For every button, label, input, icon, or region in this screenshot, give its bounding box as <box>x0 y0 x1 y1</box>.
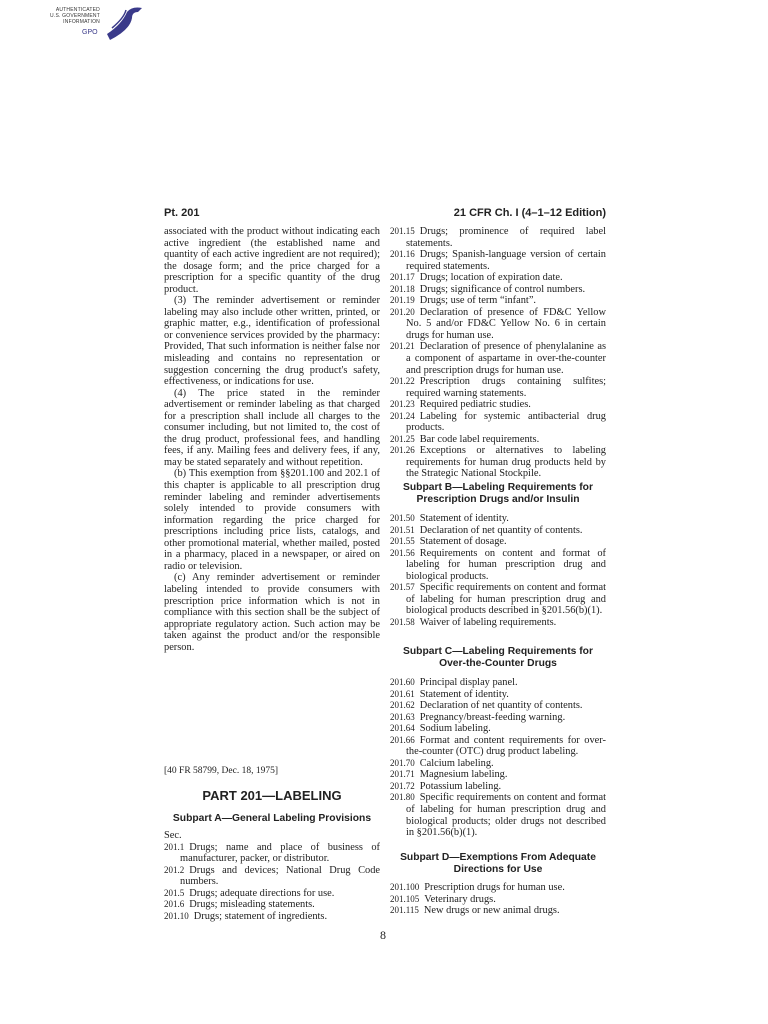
section-title: New drugs or new animal drugs. <box>423 905 560 917</box>
section-title: Drugs; Spanish-language version of certain required statements. <box>406 249 606 272</box>
section-title: Drugs; prominence of required label statements. <box>406 226 606 249</box>
logo-line: U.S. GOVERNMENT <box>50 13 100 19</box>
toc-entry <box>164 842 380 865</box>
toc-entry <box>390 295 606 307</box>
section-title: Magnesium labeling. <box>419 769 508 781</box>
section-number: 201.25 <box>390 433 415 444</box>
section-number: 201.50 <box>390 513 415 523</box>
subpart-a-toc <box>164 830 380 922</box>
section-title: Format and content requirements for over-the-counter (OTC) drug product labeling. <box>406 734 606 758</box>
section-number: 201.10 <box>164 910 189 921</box>
section-number: 201.19 <box>390 295 415 306</box>
toc-entry <box>164 899 380 911</box>
paragraph: (4) The price stated in the reminder advertisement or reminder labeling as that charged for a prescription shall include all charges to the consumer including, but not limited to, the cost of the drug product, professional fees, and handling fees, if any. Mailing fees and delivery fees, if any, may be stated separately and without repetition. <box>164 387 380 468</box>
subpart-b-toc <box>390 513 606 628</box>
toc-entry <box>390 582 606 617</box>
section-number: 201.72 <box>390 780 415 791</box>
toc-entry <box>390 284 606 296</box>
left-body-text <box>164 226 380 653</box>
toc-entry <box>390 882 606 894</box>
section-number: 201.18 <box>390 283 415 294</box>
section-title: Sodium labeling. <box>419 723 491 735</box>
section-title: Labeling for systemic antibacterial drug products. <box>406 410 606 434</box>
paragraph: (b) This exemption from §§201.100 and 202.1 of this chapter is applicable to all prescription drug reminder labeling and reminder advertisements solely intended to provide consumers with information regarding the price charged for prescriptions including price lists, catalogs, and other promotional material, whether mailed, posted in a pharmacy, placed in a newspaper, or aired on radio or television. <box>164 468 380 572</box>
toc-entry <box>390 399 606 411</box>
paragraph: associated with the product without indicating each active ingredient (the established name and quantity of each active ingredient are not required); the dosage form; and the price charged for a prescription for a specific quantity of the drug product. <box>164 226 380 295</box>
toc-entry <box>390 758 606 770</box>
section-title: Principal display panel. <box>419 677 518 688</box>
section-title: Statement of dosage. <box>419 536 507 548</box>
subpart-a-title: Subpart A—General Labeling Provisions <box>172 813 372 824</box>
toc-entry <box>390 226 606 249</box>
section-title: Required pediatric studies. <box>419 399 531 411</box>
logo-gpo: GPO <box>82 29 98 36</box>
section-number: 201.16 <box>390 249 415 260</box>
eagle-icon <box>102 4 147 44</box>
section-title: Exceptions or alternatives to labeling requirements for human drug products held by the Strategic National Stockpile. <box>406 445 606 480</box>
section-title: Waiver of labeling requirements. <box>419 616 557 628</box>
section-number: 201.15 <box>390 226 415 236</box>
section-title: Bar code label requirements. <box>419 433 540 445</box>
subpart-b-title: Subpart B—Labeling Requirements for Prescription Drugs and/or Insulin <box>403 482 593 505</box>
toc-entry <box>390 617 606 629</box>
section-number: 201.70 <box>390 757 415 768</box>
subpart-c-toc <box>390 677 606 839</box>
section-title: Calcium labeling. <box>419 757 494 769</box>
section-number: 201.20 <box>390 306 415 317</box>
section-number: 201.56 <box>390 547 415 558</box>
section-number: 201.55 <box>390 536 415 547</box>
subpart-c-title: Subpart C—Labeling Requirements for Over-the-Counter Drugs <box>403 646 593 669</box>
paragraph: (c) Any reminder advertisement or reminder labeling intended to provide consumers with prescription price information which is not in compliance with this section shall be the subject of appropriate regulatory action. Such action may be taken against the product and/or the responsible person. <box>164 572 380 653</box>
toc-entry <box>390 689 606 701</box>
section-title: Drugs; adequate directions for use. <box>189 887 335 899</box>
toc-entry <box>390 894 606 906</box>
section-number: 201.80 <box>390 792 415 803</box>
toc-entry <box>390 411 606 434</box>
toc-entry <box>390 781 606 793</box>
section-number: 201.21 <box>390 341 415 352</box>
toc-entry <box>390 712 606 724</box>
header-edition: 21 CFR Ch. I (4–1–12 Edition) <box>453 207 606 219</box>
toc-entry <box>390 249 606 272</box>
section-number: 201.6 <box>164 899 185 910</box>
section-title: Declaration of presence of phenylalanine as a component of aspartame in over-the-counter and prescription drugs for human use. <box>406 341 606 376</box>
citation: [40 FR 58799, Dec. 18, 1975] <box>164 766 278 776</box>
section-title: Declaration of presence of FD&C Yellow No. 5 and/or FD&C Yellow No. 6 in certain drugs for human use. <box>406 306 606 341</box>
section-number: 201.24 <box>390 410 415 421</box>
section-title: Statement of identity. <box>419 688 509 700</box>
section-title: Requirements on content and format of labeling for human prescription drug and biological products. <box>406 547 606 582</box>
section-title: Potassium labeling. <box>419 780 502 792</box>
section-number: 201.62 <box>390 700 415 711</box>
subpart-a-toc-continued <box>390 226 606 480</box>
section-title: Declaration of net quantity of contents. <box>419 524 583 536</box>
section-number: 201.105 <box>390 893 420 904</box>
section-title: Prescription drugs containing sulfites; required warning statements. <box>406 376 606 399</box>
section-number: 201.60 <box>390 677 415 687</box>
sec-label: Sec. <box>164 830 182 841</box>
section-number: 201.71 <box>390 769 415 780</box>
section-number: 201.1 <box>164 841 185 852</box>
header-part: Pt. 201 <box>164 207 200 219</box>
part-title: PART 201—LABELING <box>202 788 342 803</box>
section-number: 201.66 <box>390 734 415 745</box>
section-number: 201.115 <box>390 905 419 916</box>
gpo-authentication-logo <box>30 4 160 44</box>
section-title: Veterinary drugs. <box>424 893 496 905</box>
section-number: 201.51 <box>390 524 415 535</box>
subpart-d-title: Subpart D—Exemptions From Adequate Directions for Use <box>400 852 596 875</box>
section-title: Prescription drugs for human use. <box>424 882 565 893</box>
section-number: 201.58 <box>390 616 415 627</box>
section-number: 201.61 <box>390 688 415 699</box>
logo-line: AUTHENTICATED <box>55 7 100 13</box>
toc-entry <box>390 700 606 712</box>
toc-entry <box>390 723 606 735</box>
toc-entry <box>390 513 606 525</box>
paragraph: (3) The reminder advertisement or reminder labeling may also include other written, printed, or graphic matter, e.g., identification of professional or convenience services provided by the pharmacy: Provided, That such information is neither false nor misleading and contains no representation or suggestion concerning the drug product's safety, effectiveness, or indications for use. <box>164 295 380 388</box>
toc-entry <box>390 536 606 548</box>
section-title: Drugs; significance of control numbers. <box>419 283 586 295</box>
section-title: Drugs; name and place of business of manufacturer, packer, or distributor. <box>180 841 380 865</box>
section-number: 201.64 <box>390 723 415 734</box>
section-number: 201.2 <box>164 864 185 875</box>
toc-entry <box>164 865 380 888</box>
section-number: 201.22 <box>390 376 415 387</box>
section-title: Pregnancy/breast-feeding warning. <box>419 711 566 723</box>
toc-entry <box>390 341 606 376</box>
toc-entry <box>164 888 380 900</box>
section-number: 201.26 <box>390 445 415 456</box>
section-number: 201.63 <box>390 711 415 722</box>
section-number: 201.57 <box>390 582 415 593</box>
section-title: Drugs; statement of ingredients. <box>193 910 328 922</box>
section-number: 201.17 <box>390 272 415 283</box>
section-title: Specific requirements on content and format of labeling for human prescription drug and biological products described in §201.56(b)(1). <box>406 582 606 617</box>
section-number: 201.23 <box>390 399 415 410</box>
toc-entry <box>390 548 606 583</box>
toc-entry <box>390 525 606 537</box>
toc-entry <box>390 792 606 838</box>
section-number: 201.5 <box>164 887 185 898</box>
section-title: Statement of identity. <box>419 513 509 524</box>
section-title: Specific requirements on content and format of labeling for human prescription drug and biological products; older drugs not described in §201.56(b)(1). <box>406 792 606 839</box>
toc-entry <box>390 769 606 781</box>
section-title: Drugs; location of expiration date. <box>419 272 563 284</box>
toc-entry <box>390 307 606 342</box>
subpart-d-toc <box>390 882 606 917</box>
toc-entry <box>164 911 380 923</box>
toc-entry <box>390 445 606 480</box>
section-title: Drugs; misleading statements. <box>189 899 315 911</box>
section-title: Drugs and devices; National Drug Code numbers. <box>180 864 380 888</box>
logo-line: INFORMATION <box>63 19 100 25</box>
toc-entry <box>390 677 606 689</box>
section-title: Drugs; use of term “infant”. <box>419 295 537 307</box>
toc-entry <box>390 272 606 284</box>
section-title: Declaration of net quantity of contents. <box>419 700 583 712</box>
section-number: 201.100 <box>390 882 420 892</box>
toc-entry <box>390 376 606 399</box>
page-number: 8 <box>380 928 386 942</box>
toc-entry <box>390 434 606 446</box>
toc-entry <box>390 735 606 758</box>
toc-entry <box>390 905 606 917</box>
